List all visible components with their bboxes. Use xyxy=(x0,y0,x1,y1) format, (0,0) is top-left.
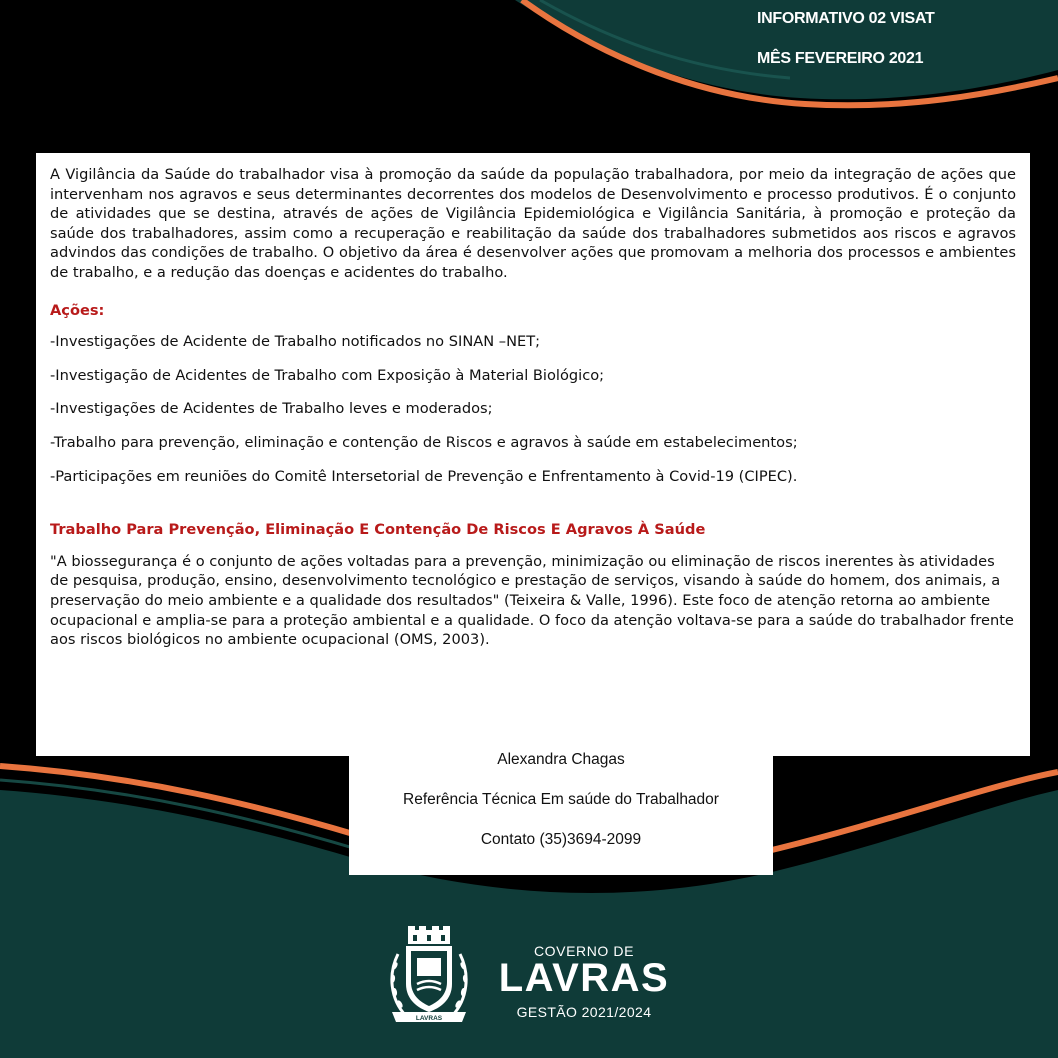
action-item: -Investigações de Acidente de Trabalho notificados no SINAN –NET; xyxy=(50,333,541,351)
action-item: -Investigações de Acidentes de Trabalho leves e moderados; xyxy=(50,400,493,418)
bulletin-title: INFORMATIVO 02 VISAT xyxy=(757,10,935,27)
main-content-panel xyxy=(36,153,1030,756)
emblem-banner-text: LAVRAS xyxy=(415,1015,443,1022)
administration-term: GESTÃO 2021/2024 xyxy=(516,1004,652,1020)
government-label: COVERNO DE xyxy=(533,943,635,959)
signature-name: Alexandra Chagas xyxy=(497,751,625,768)
actions-list xyxy=(50,332,1016,486)
quote-paragraph: "A biossegurança é o conjunto de ações voltadas para a prevenção, minimização ou eliminação de riscos inerentes às atividades de pesquisa, produção, ensino, desenvolvimento tecnológico e prestação de serviços, visando à saúde do homem, dos animais, a preservação do meio ambiente e a qualidade dos resultados" (Teixeira & Valle, 1996). Este foco de atenção retorna ao ambiente ocupacional e amplia-se para a proteção ambiental e a qualidade. O foco da atenção voltava-se para a saúde do trabalhador frente aos riscos biológicos no ambiente ocupacional (OMS, 2003). xyxy=(50,552,1014,649)
coat-of-arms-icon xyxy=(386,924,472,1028)
action-item: -Investigação de Acidentes de Trabalho com Exposição à Material Biológico; xyxy=(50,366,605,384)
intro-paragraph: A Vigilância da Saúde do trabalhador visa à promoção da saúde da população trabalhadora, por meio da integração de ações que intervenham nos agravos e seus determinantes decorrentes dos modelos de Desenvolvimento e processo produtivos. É o conjunto de atividades que se destina, através de ações de Vigilância Epidemiológica e Vigilância Sanitária, à promoção e proteção da saúde dos trabalhadores, assim como a recuperação e reabilitação da saúde dos trabalhadores submetidos aos riscos e agravos advindos das condições de trabalho. O objetivo da área é desenvolver ações que promovam a melhoria dos processos e ambientes de trabalho, e a redução das doenças e acidentes do trabalho. xyxy=(50,166,1016,281)
action-item: -Participações em reuniões do Comitê Intersetorial de Prevenção e Enfrentamento à Covid-19 (CIPEC). xyxy=(50,467,798,485)
city-name: LAVRAS xyxy=(498,956,670,1000)
signature-contact: Contato (35)3694-2099 xyxy=(480,831,642,848)
signature-box xyxy=(349,748,773,875)
actions-heading: Ações: xyxy=(50,301,105,319)
signature-role: Referência Técnica Em saúde do Trabalhador xyxy=(403,791,719,808)
section-heading: Trabalho Para Prevenção, Eliminação E Contenção De Riscos E Agravos À Saúde xyxy=(50,521,706,539)
bulletin-month: MÊS FEVEREIRO 2021 xyxy=(757,50,924,67)
action-item: -Trabalho para prevenção, eliminação e contenção de Riscos e agravos à saúde em estabelecimentos; xyxy=(50,433,798,451)
